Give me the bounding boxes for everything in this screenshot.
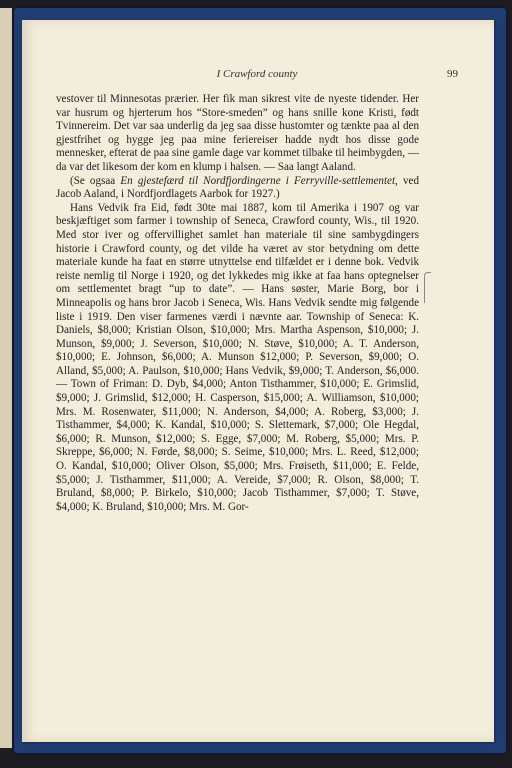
paragraph-text: , ved Jacob Aaland, i Nordfjordlagets Aarbok for 1927.) (56, 174, 419, 201)
adjacent-page-edge (0, 8, 12, 748)
body-text (56, 93, 419, 514)
paragraph (56, 175, 419, 202)
running-title: I Crawford county (216, 68, 298, 80)
page-header (56, 68, 458, 84)
pencil-margin-mark (424, 272, 431, 303)
paragraph: vestover til Minnesotas prærier. Her fik man sikrest vite de nyeste tidender. Her var husrum og hjerterum hos “Store-smeden” og hans snille kone Kristi, født Tvinnereim. Det var saa underlig da jeg saa disse hustomter og tænkte paa al den gjestfrihet og hygge jeg paa mine feriereiser hadde nydt hos disse gode mennesker, efterat de paa sine gamle dage var kommet tilbake til heimbygden, — da var det likesom der kom en klump i halsen. — Saa langt Aaland. (56, 93, 419, 173)
page-number: 99 (447, 68, 458, 80)
paragraph: Hans Vedvik fra Eid, født 30te mai 1887, kom til Amerika i 1907 og var beskjæftiget som farmer i township of Seneca, Crawford county, Wis., til 1920. Med stor iver og offervillighet samlet han materiale til sine sambygdingers historie i Crawford county, og det vilde ha været av stor betydning om dette materiale kunde ha faat en større utnyttelse end tilfældet er i denne bok. Vedvik reiste nemlig til Norge i 1920, og det lykkedes mig ikke at faa hans optegnelser om settlementet bragt “up to date”. — Hans søster, Marie Borg, bor i Minneapolis og hans bror Jacob i Seneca, Wis. Hans Vedvik sendte mig følgende liste i 1919. Den viser farmenes værdi i nævnte aar. Township of Seneca: K. Daniels, $8,000; Kristian Olson, $10,000; Mrs. Martha Aspenson, $10,000; J. Munson, $9,000; J. Severson, $10,000; N. Støve, $10,000; A. T. Anderson, $10,000; E. Johnson, $6,000; A. Munson $12,000; P. Severson, $9,000; O. Alland, $5,000; A. Paulson, $10,000; Hans Vedvik, $9,000; T. Anderson, $6,000. — Town of Friman: D. Dyb, $4,000; Anton Tisthammer, $10,000; E. Grimslid, $9,000; J. Grimslid, $12,000; H. Casperson, $15,000; A. Williamson, $10,000; Mrs. M. Rosenwater, $11,000; N. Anderson, $4,000; A. Roberg, $3,000; J. Tisthammer, $4,000; K. Kandal, $10,000; S. Slettemark, $7,000; Ole Hegdal, $6,000; R. Munson, $12,000; S. Egge, $7,000; M. Roberg, $5,000; Mrs. P. Skreppe, $6,000; N. Førde, $8,000; S. Seime, $10,000; Mrs. L. Reed, $12,000; O. Kandal, $10,000; Oliver Olson, $5,000; Mrs. Frøiseth, $11,000; E. Felde, $5,000; J. Tisthammer, $11,000; A. Vereide, $7,000; R. Olson, $8,000; T. Bruland, $8,000; P. Birkelo, $10,000; Jacob Tisthammer, $7,000; T. Støve, $4,000; K. Bruland, $10,000; Mrs. M. Gor- (56, 201, 419, 513)
paragraph-text: (Se ogsaa (70, 174, 121, 187)
cited-work-title: En gjestefærd til Nordfjordingerne i Ferryville-settlementet (120, 174, 396, 187)
